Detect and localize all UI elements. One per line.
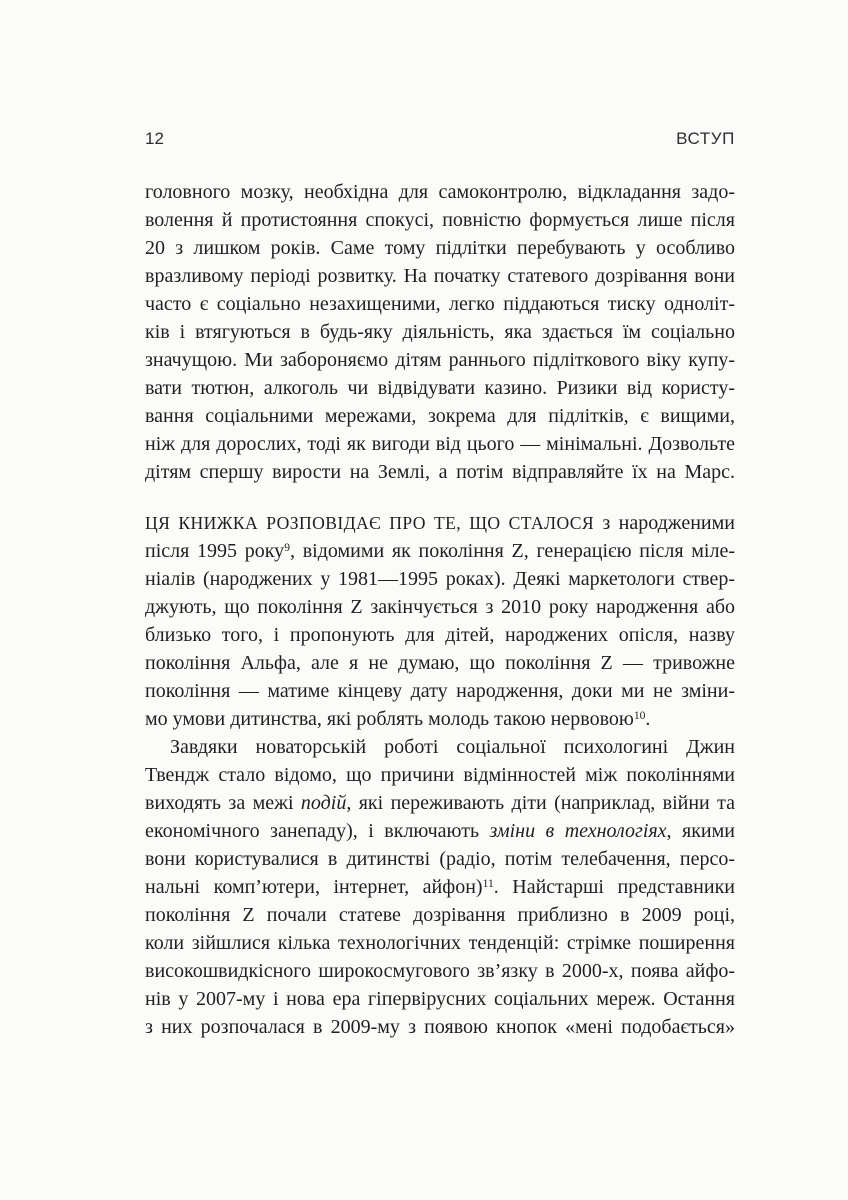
text-segment: ніалів (народжених у 1981—1995 роках). Деякі маркетологи ствер- (145, 568, 735, 590)
text-line (145, 290, 735, 318)
page-number: 12 (145, 129, 164, 148)
text-line (145, 206, 735, 234)
paragraph (145, 733, 735, 1041)
text-segment: дітям спершу вирости на Землі, а потім відправляйте їх на Марс. (145, 461, 735, 483)
text-segment: з них розпочалася в 2009-му з появою кнопок «мені подобається» (145, 1016, 735, 1038)
running-head-title: ВСТУП (676, 129, 735, 148)
footnote-reference: 10 (633, 708, 646, 722)
text-segment: коли зійшлися кілька технологічних тенденцій: стрімке поширення (145, 932, 735, 954)
text-segment: вони користувалися в дитинстві (радіо, потім телебачення, персо- (145, 848, 735, 870)
footnote-reference: 11 (482, 876, 494, 890)
text-segment: близько того, і пропонують для дітей, народжених опісля, назву (145, 624, 735, 646)
paragraph (145, 178, 735, 486)
text-line (145, 234, 735, 262)
text-segment: . Найстарші представники (493, 876, 735, 898)
text-line (145, 817, 735, 845)
text-line (145, 565, 735, 593)
emphasis-text: подій (300, 792, 347, 814)
text-line (145, 262, 735, 290)
text-segment: джують, що покоління Z закінчується з 2010 року народження або (145, 596, 735, 618)
text-segment: нів у 2007-му і нова ера гіпервірусних соціальних мереж. Остання (145, 988, 735, 1010)
text-line (145, 845, 735, 873)
text-line (145, 374, 735, 402)
text-line (145, 1013, 735, 1041)
body-text-block (145, 178, 735, 1041)
text-segment: з народженими (594, 512, 735, 534)
text-segment: волення й протистояння спокусі, повністю формується лише після (145, 209, 735, 231)
text-line (145, 957, 735, 985)
text-segment: Твендж стало відомо, що причини відмінностей між поколіннями (145, 764, 735, 786)
text-line (145, 346, 735, 374)
text-segment: покоління Z почали статеве дозрівання приблизно в 2009 році, (145, 904, 735, 926)
emphasis-text: зміни в технологіях (489, 820, 667, 842)
footnote-reference: 9 (284, 540, 290, 554)
running-header (145, 129, 735, 149)
text-segment: покоління — матиме кінцеву дату народження, доки ми не зміни- (145, 680, 735, 702)
text-line (145, 873, 735, 901)
text-segment: ків і втягуються в будь-яку діяльність, яка здається їм соціально (145, 321, 735, 343)
text-segment: виходять за межі (145, 792, 301, 814)
paragraph (145, 509, 735, 733)
text-line (145, 733, 735, 761)
text-segment: після 1995 року (145, 540, 285, 562)
text-line (145, 621, 735, 649)
text-line (145, 430, 735, 458)
text-line (145, 318, 735, 346)
text-segment: , відомими як покоління Z, генерацією після міле- (289, 540, 735, 562)
lead-in-caps: ЦЯ КНИЖКА РОЗПОВІДАЄ ПРО ТЕ, ЩО СТАЛОСЯ (145, 513, 595, 533)
text-line (145, 677, 735, 705)
text-segment: нальні комп’ютери, інтернет, айфон) (145, 876, 483, 898)
text-segment: значущою. Ми забороняємо дітям раннього підліткового віку купу- (145, 349, 735, 371)
text-segment: часто є соціально незахищеними, легко піддаються тиску одноліт- (145, 293, 735, 315)
text-segment: ніж для дорослих, тоді як вигоди від цього — мінімальні. Дозвольте (145, 433, 735, 455)
text-segment: . (645, 708, 651, 730)
text-line (145, 985, 735, 1013)
text-line (145, 789, 735, 817)
text-segment: покоління Альфа, але я не думаю, що покоління Z — тривожне (145, 652, 735, 674)
text-line (145, 593, 735, 621)
text-line (145, 901, 735, 929)
text-segment: вразливому періоді розвитку. На початку статевого дозрівання вони (145, 265, 735, 287)
text-segment: 20 з лишком років. Саме тому підлітки перебувають у особливо (145, 237, 735, 259)
text-segment: вання соціальними мережами, зокрема для підлітків, є вищими, (145, 405, 735, 427)
text-segment: , якими (666, 820, 735, 842)
text-segment: головного мозку, необхідна для самоконтролю, відкладання задо- (145, 181, 735, 203)
text-segment: мо умови дитинства, які роблять молодь такою нервовою (145, 708, 634, 730)
text-line (145, 509, 735, 537)
text-segment: вати тютюн, алкоголь чи відвідувати казино. Ризики від користу- (145, 377, 735, 399)
text-segment: Завдяки новаторській роботі соціальної психологині Джин (170, 736, 735, 758)
text-line (145, 402, 735, 430)
text-line (145, 929, 735, 957)
text-line (145, 178, 735, 206)
text-segment: економічного занепаду), і включають (145, 820, 490, 842)
text-line (145, 761, 735, 789)
text-line (145, 537, 735, 565)
text-line (145, 649, 735, 677)
text-segment: високошвидкісного широкосмугового зв’язку в 2000-х, поява айфо- (145, 960, 735, 982)
text-line (145, 705, 735, 733)
text-segment: , які переживають діти (наприклад, війни та (346, 792, 735, 814)
text-line (145, 458, 735, 486)
